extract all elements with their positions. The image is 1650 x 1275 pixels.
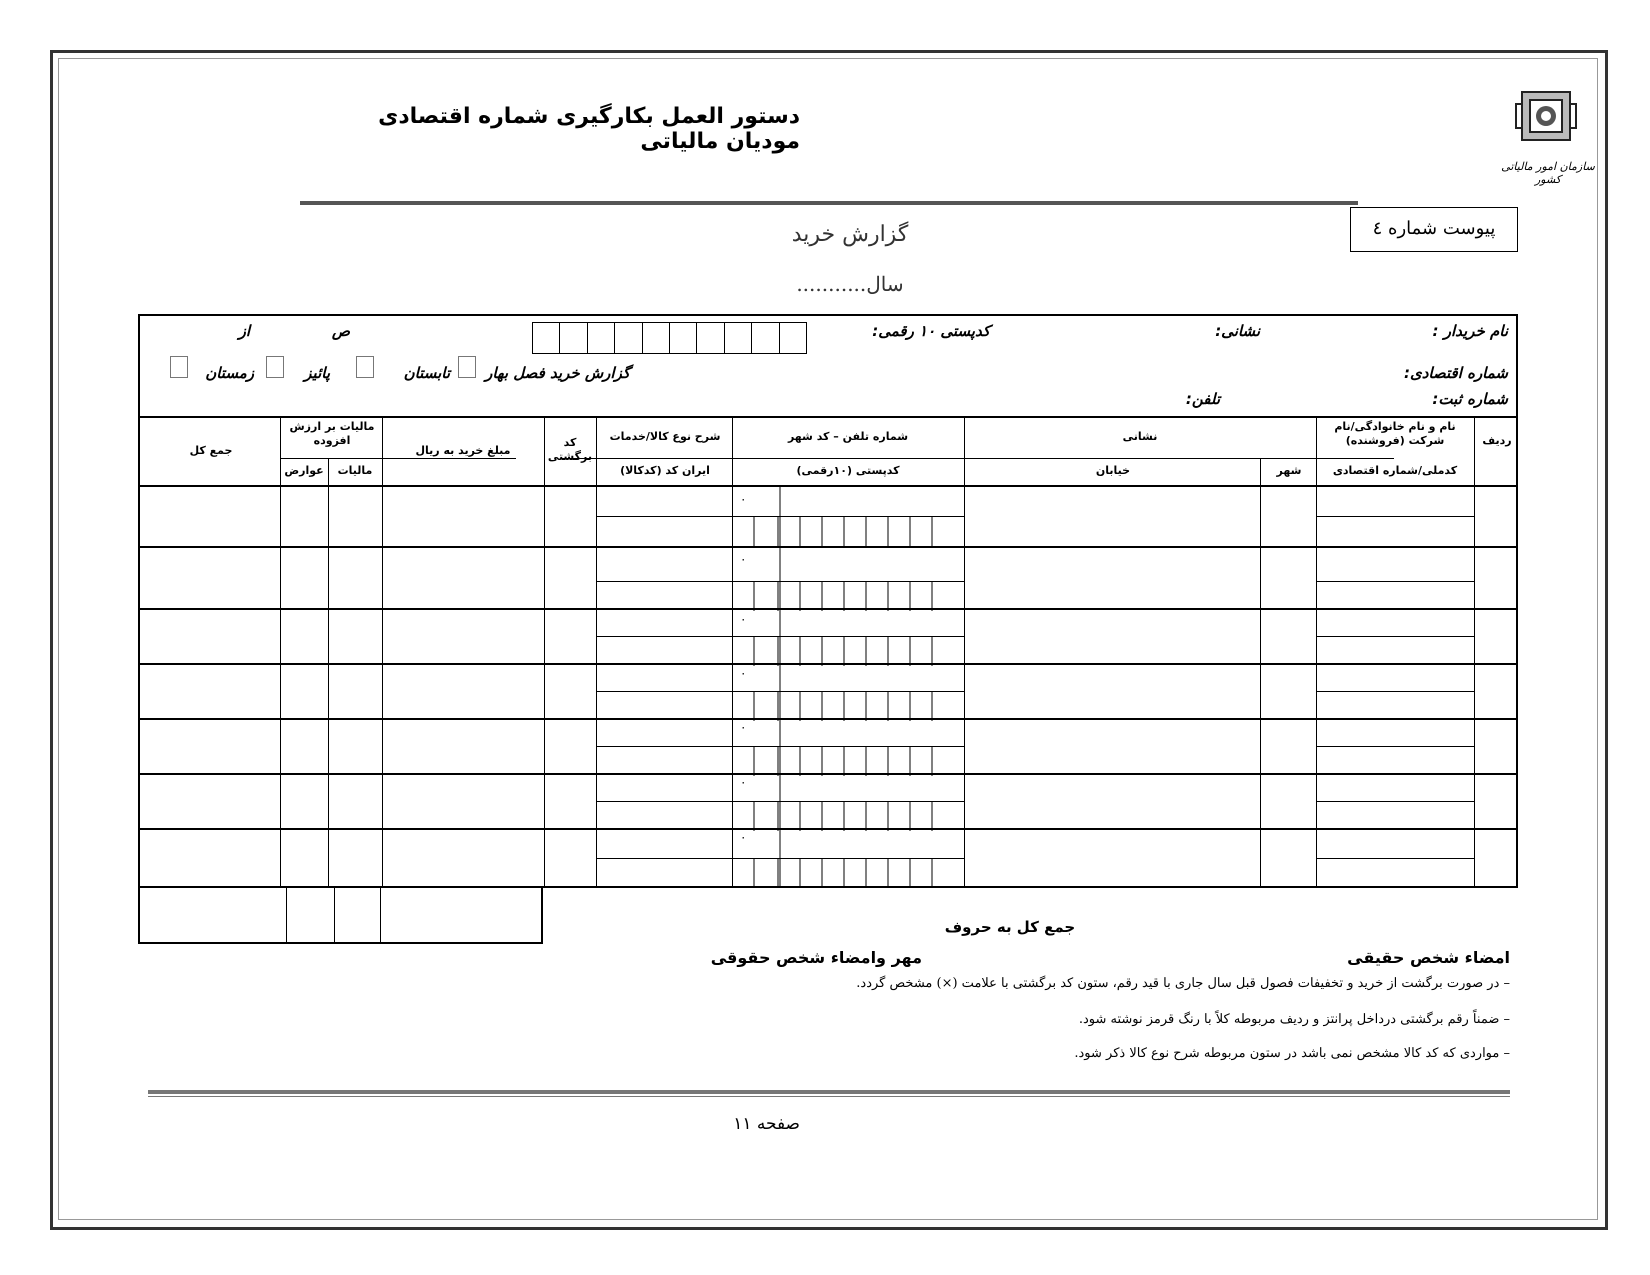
col-street-header: خیابان <box>1095 464 1131 477</box>
phone-prefix: ۰ <box>740 492 747 506</box>
legal-person-signature-label: مهر وامضاء شخص حقوقی <box>710 948 922 967</box>
phone-prefix: ۰ <box>740 552 747 566</box>
page-title: دستور العمل بکارگیری شماره اقتصادی مودیان مالیاتی <box>378 104 800 154</box>
total-box <box>138 886 543 944</box>
postcode-digit-grid <box>732 485 964 886</box>
phone-prefix: ۰ <box>740 666 747 680</box>
col-postcode-header: کدپستی (۱۰رقمی) <box>796 464 900 477</box>
purchase-table <box>138 416 1518 888</box>
note-1: – در صورت برگشت از خرید و تخفیفات فصول قبل سال جاری با قید رقم، ستون کد برگشتی با علامت (×) مشخص گردد. <box>856 976 1510 991</box>
phone-prefix: ۰ <box>740 612 747 626</box>
col-city-header: شهر <box>1276 464 1302 477</box>
col-row-header: ردیف <box>1482 434 1512 447</box>
col-phone-header: شماره تلفن – کد شهر <box>787 430 909 443</box>
postcode-label: کدپستی ۱۰ رقمی: <box>872 322 990 340</box>
phone-prefix: ۰ <box>740 720 747 734</box>
page-number: صفحه ۱۱ <box>733 1114 800 1134</box>
col-tax-header: مالیات <box>337 464 373 477</box>
col-national-header: کدملی/شماره اقتصادی <box>1332 464 1458 477</box>
col-address-header: نشانی <box>1122 430 1158 443</box>
logo-caption: سازمان امور مالیاتی کشور <box>1501 160 1595 186</box>
note-3: – مواردی که کد کالا مشخص نمی باشد در ستون مربوطه شرح نوع کالا ذکر شود. <box>1074 1046 1510 1061</box>
natural-person-signature-label: امضاء شخص حقیقی <box>1347 948 1510 967</box>
col-vat-header: مالیات بر ارزش افزوده <box>289 420 375 447</box>
sum-in-words-label: جمع کل به حروف <box>944 918 1076 936</box>
col-irancode-header: ایران کد (کدکالا) <box>620 464 710 477</box>
autumn-checkbox[interactable] <box>266 356 284 378</box>
summer-checkbox[interactable] <box>356 356 374 378</box>
winter-label: زمستان <box>205 364 254 382</box>
col-total-header: جمع کل <box>189 444 233 457</box>
top-divider <box>300 201 1358 205</box>
postcode-boxes[interactable] <box>532 322 807 354</box>
of-label: از <box>238 322 250 340</box>
note-2: – ضمناً رقم برگشتی درداخل پرانتز و ردیف مربوطه کلاً با رنگ قرمز نوشته شود. <box>1078 1012 1510 1027</box>
col-goods-header: شرح نوع کالا/خدمات <box>609 430 721 443</box>
col-name-header: نام و نام خانوادگی/نام شرکت (فروشنده) <box>1334 420 1456 447</box>
page-label: ص <box>331 322 350 340</box>
winter-checkbox[interactable] <box>170 356 188 378</box>
season-report-label: گزارش خرید فصل بهار <box>485 364 630 382</box>
bottom-divider <box>148 1090 1510 1094</box>
report-title: گزارش خرید <box>791 222 909 247</box>
registration-no-label: شماره ثبت: <box>1432 390 1508 408</box>
spring-checkbox[interactable] <box>458 356 476 378</box>
phone-label: تلفن: <box>1185 390 1220 408</box>
attachment-label: پیوست شماره ٤ <box>1350 207 1518 252</box>
economic-no-label: شماره اقتصادی: <box>1404 364 1508 382</box>
buyer-name-label: نام خریدار : <box>1432 322 1508 340</box>
col-return-header: کد برگشتی <box>547 436 592 463</box>
col-amount-header: مبلغ خرید به ریال <box>415 444 511 457</box>
year-label: سال........... <box>796 272 904 296</box>
phone-prefix: ۰ <box>740 775 747 789</box>
summer-label: تابستان <box>403 364 450 382</box>
col-duty-header: عوارض <box>284 464 324 477</box>
phone-prefix: ۰ <box>740 830 747 844</box>
bottom-divider-thin <box>148 1096 1510 1097</box>
autumn-label: پائیز <box>304 364 330 382</box>
address-label: نشانی: <box>1215 322 1260 340</box>
